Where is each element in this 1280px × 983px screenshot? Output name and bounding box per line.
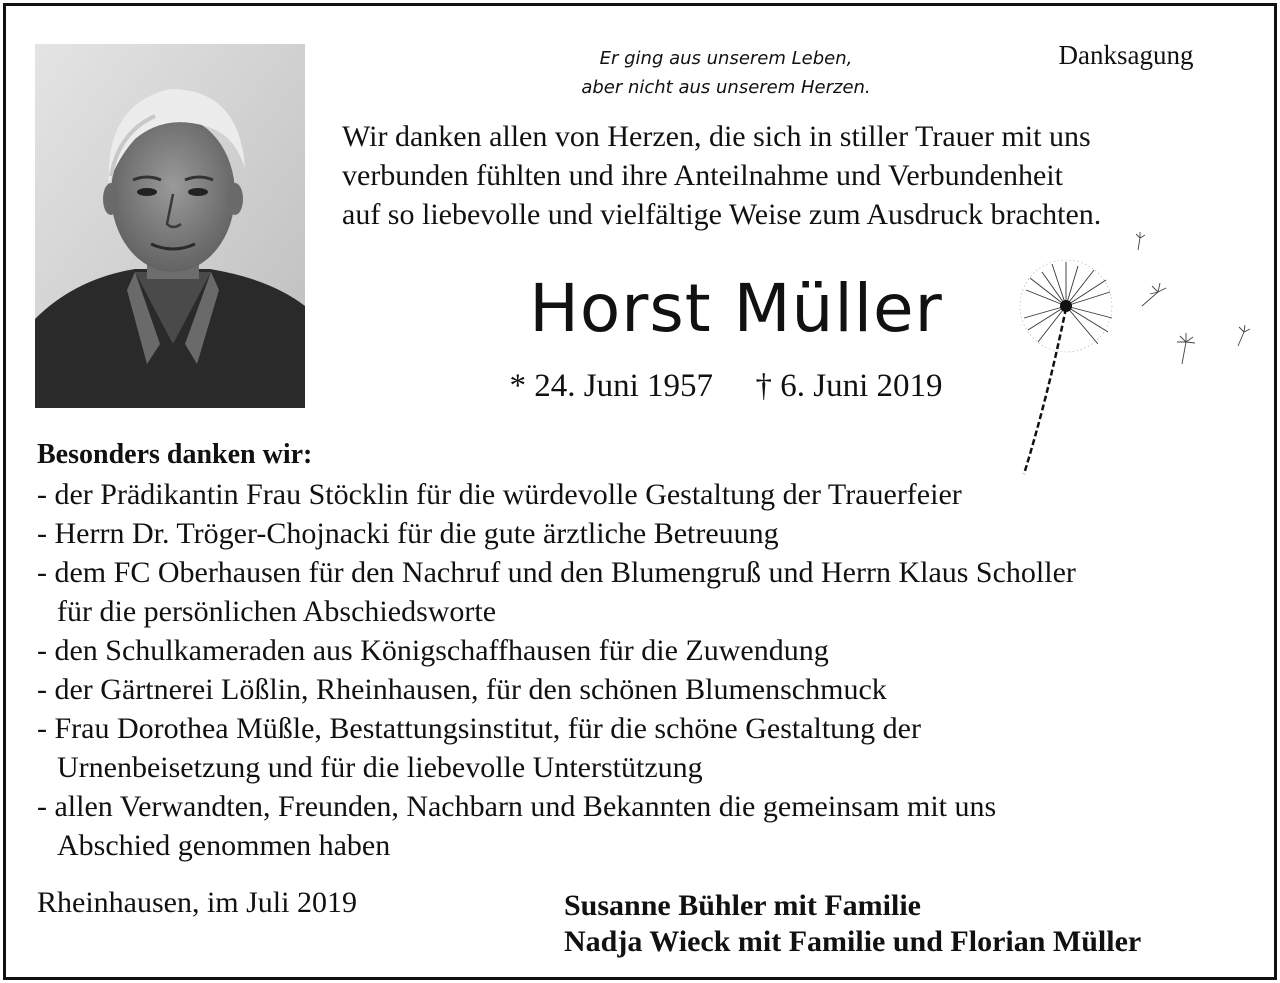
signer-line-2: Nadja Wieck mit Familie und Florian Müller <box>564 925 1142 958</box>
motto-line-2: aber nicht aus unserem Herzen. <box>581 77 871 98</box>
obituary-card <box>3 3 1277 980</box>
birth-date: * 24. Juni 1957 <box>509 368 713 404</box>
thanks-heading: Besonders danken wir: <box>37 439 313 470</box>
thanks-line-continuation: Abschied genommen haben <box>57 829 391 862</box>
thanks-line: - Herrn Dr. Tröger-Chojnacki für die gute ärztliche Betreuung <box>37 517 779 550</box>
portrait-photo <box>35 44 305 408</box>
thanks-line: - allen Verwandten, Freunden, Nachbarn und Bekannten die gemeinsam mit uns <box>37 790 997 823</box>
signers <box>564 888 1141 960</box>
intro-line-3: auf so liebevolle und vielfältige Weise zum Ausdruck brachten. <box>342 198 1102 231</box>
intro-line-1: Wir danken allen von Herzen, die sich in stiller Trauer mit uns <box>342 120 1091 153</box>
dandelion-icon <box>986 226 1256 486</box>
signer-line-1: Susanne Bühler mit Familie <box>564 889 921 922</box>
thanks-line-continuation: Urnenbeisetzung und für die liebevolle Unterstützung <box>57 751 703 784</box>
life-dates <box>466 368 986 405</box>
intro-text <box>342 117 1222 234</box>
thanks-line-continuation: für die persönlichen Abschiedsworte <box>57 595 497 628</box>
portrait-illustration <box>35 44 305 408</box>
thanks-line: - der Prädikantin Frau Stöcklin für die würdevolle Gestaltung der Trauerfeier <box>37 478 962 511</box>
thanks-line: - den Schulkameraden aus Königschaffhausen für die Zuwendung <box>37 634 829 667</box>
motto-line-1: Er ging aus unserem Leben, <box>599 48 853 69</box>
thanks-list <box>37 475 1247 865</box>
deceased-name: Horst Müller <box>529 270 943 347</box>
danksagung-label: Danksagung <box>1058 40 1194 70</box>
death-date: † 6. Juni 2019 <box>755 368 943 404</box>
motto <box>466 44 986 102</box>
thanks-line: - dem FC Oberhausen für den Nachruf und den Blumengruß und Herrn Klaus Scholler <box>37 556 1076 589</box>
intro-line-2: verbunden fühlten und ihre Anteilnahme und Verbundenheit <box>342 159 1063 192</box>
place-date: Rheinhausen, im Juli 2019 <box>37 886 357 919</box>
thanks-line: - Frau Dorothea Müßle, Bestattungsinstitut, für die schöne Gestaltung der <box>37 712 921 745</box>
thanks-line: - der Gärtnerei Lößlin, Rheinhausen, für den schönen Blumenschmuck <box>37 673 887 706</box>
